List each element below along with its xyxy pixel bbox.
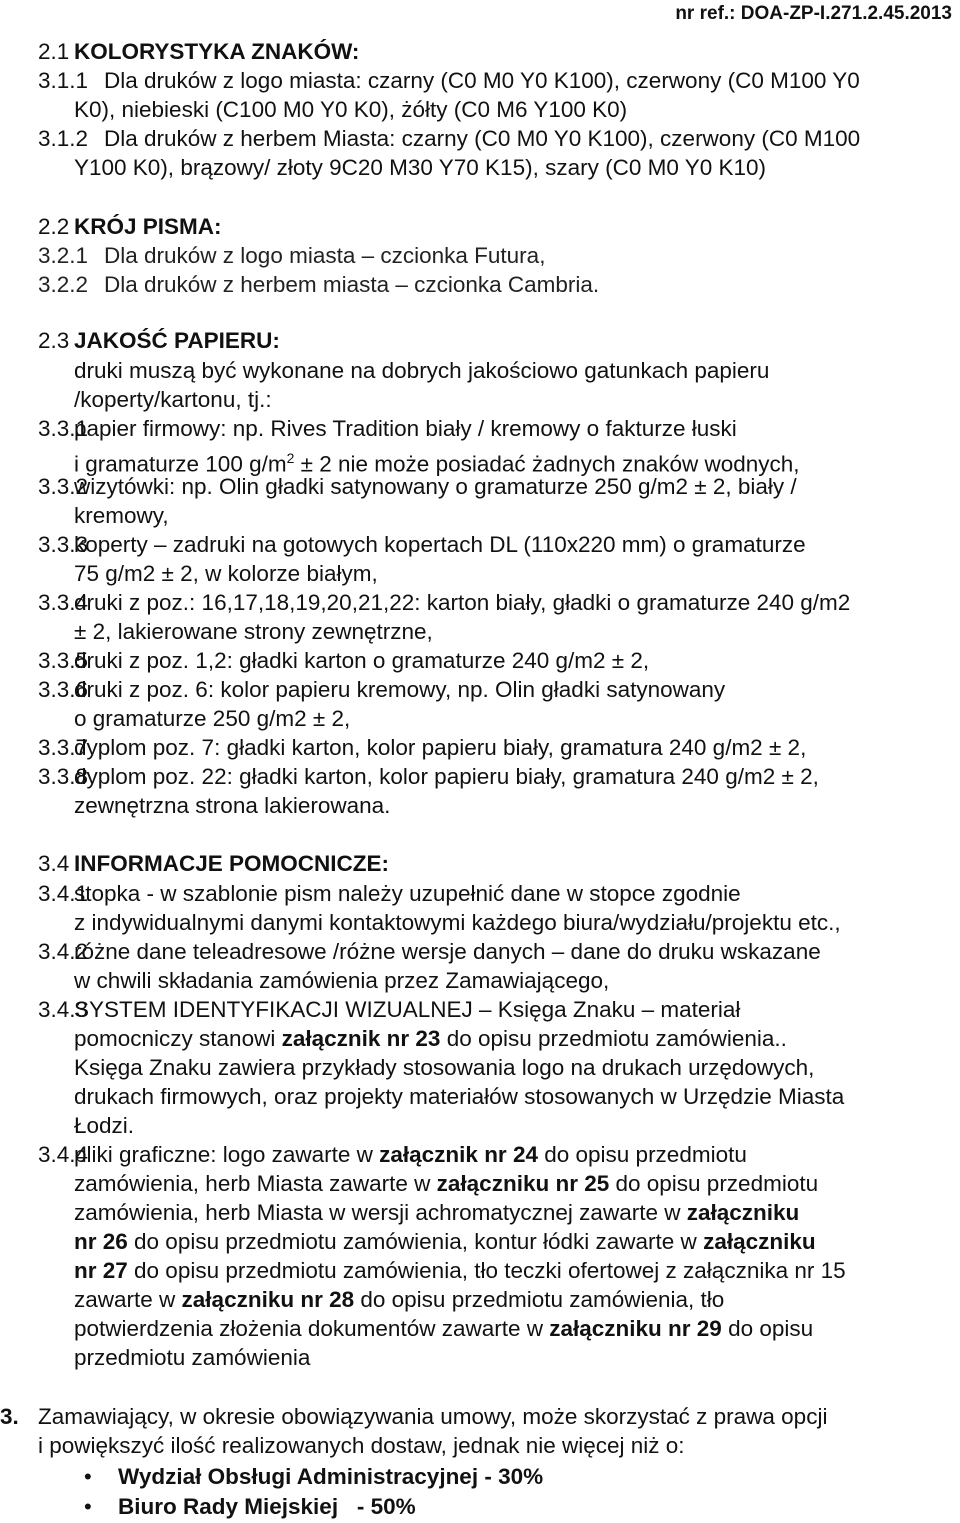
item-number: 3.2.2	[38, 272, 89, 297]
paper-intro-line1: druki muszą być wykonane na dobrych jakościowo gatunkach papieru	[74, 358, 770, 383]
text-part: do opisu przedmiotu zamówienia, kontur łódki zawarte w	[127, 1229, 704, 1254]
item-text: dyplom poz. 7: gładki karton, kolor papieru biały, gramatura 240 g/m2 ± 2,	[74, 735, 807, 760]
section-title: KOLORYSTYKA ZNAKÓW	[74, 39, 352, 64]
item-number: 3.3.3	[38, 532, 89, 557]
colon: :	[351, 39, 360, 64]
item-text-cont: Y100 K0), brązowy/ złoty 9C20 M30 Y70 K15), szary (C0 M0 Y0 K10)	[74, 155, 766, 180]
item-text-cont: drukach firmowych, oraz projekty materiałów stosowanych w Urzędzie Miasta	[74, 1084, 845, 1109]
item-text: Dla druków z logo miasta – czcionka Futura,	[104, 243, 546, 268]
item-text-cont	[74, 1025, 787, 1053]
item-text-cont: w chwili składania zamówienia przez Zamawiającego,	[74, 968, 610, 993]
attachment-ref: załącznik nr 24	[379, 1142, 538, 1167]
item-text-cont: ± 2, lakierowane strony zewnętrzne,	[74, 619, 433, 644]
section-number: 2.1	[38, 39, 70, 64]
item-text-cont	[74, 1228, 816, 1256]
attachment-ref: załącznik nr 23	[281, 1026, 441, 1051]
item-number: 3.1.1	[38, 68, 89, 93]
item-text	[74, 1141, 747, 1169]
item-number: 3.3.2	[38, 474, 89, 499]
text-part: do opisu przedmiotu zamówienia..	[440, 1026, 787, 1051]
item-text-cont: z indywidualnymi danymi kontaktowymi każdego biura/wydziału/projektu etc.,	[74, 910, 841, 935]
text-part: do opisu	[721, 1316, 814, 1341]
item-text-cont	[74, 1170, 818, 1198]
item-text: Dla druków z herbem miasta – czcionka Cambria.	[104, 272, 600, 297]
attachment-ref: załączniku	[703, 1229, 816, 1254]
section-title: KRÓJ PISMA	[74, 214, 215, 239]
text-part: pomocniczy stanowi	[74, 1026, 282, 1051]
item-text: Dla druków z herbem Miasta: czarny (C0 M0 Y0 K100), czerwony (C0 M100	[104, 126, 861, 151]
item-number: 3.3.7	[38, 735, 89, 760]
section-title: INFORMACJE POMOCNICZE:	[74, 851, 389, 876]
section-text: Zamawiający, w okresie obowiązywania umowy, może skorzystać z prawa opcji	[38, 1404, 828, 1429]
attachment-ref: załączniku	[686, 1200, 800, 1225]
item-text: Dla druków z logo miasta: czarny (C0 M0 Y0 K100), czerwony (C0 M100 Y0	[104, 68, 860, 93]
attachment-ref: załączniku nr 29	[549, 1316, 722, 1341]
item-text: stopka - w szablonie pism należy uzupełnić dane w stopce zgodnie	[74, 881, 741, 906]
item-text-cont	[74, 1257, 846, 1285]
item-number: 3.4.1	[38, 881, 89, 906]
item-text-cont	[74, 1315, 813, 1343]
item-text-cont	[74, 1286, 724, 1314]
superscript: 2	[286, 450, 295, 466]
bullet-icon: •	[84, 1464, 92, 1489]
section-title-wrap	[74, 327, 280, 355]
attachment-ref: nr 26	[74, 1229, 128, 1254]
section-title-wrap	[74, 213, 222, 241]
item-text-cont: kremowy,	[74, 503, 169, 528]
attachment-ref: załączniku nr 28	[181, 1287, 355, 1312]
item-number: 3.3.1	[38, 416, 89, 441]
bullet-icon: •	[84, 1494, 92, 1519]
item-text: druki z poz. 6: kolor papieru kremowy, np. Olin gładki satynowany	[74, 677, 726, 702]
item-text-cont: K0), niebieski (C100 M0 Y0 K0), żółty (C0 M6 Y100 K0)	[74, 97, 628, 122]
item-text: różne dane teleadresowe /różne wersje danych – dane do druku wskazane	[74, 939, 821, 964]
item-text-cont: 75 g/m2 ± 2, w kolorze białym,	[74, 561, 378, 586]
item-text-cont: Łodzi.	[74, 1113, 135, 1138]
item-text: SYSTEM IDENTYFIKACJI WIZUALNEJ – Księga Znaku – materiał	[74, 997, 741, 1022]
item-number: 3.2.1	[38, 243, 89, 268]
item-number: 3.4.4	[38, 1142, 89, 1167]
item-text: papier firmowy: np. Rives Tradition biały / kremowy o fakturze łuski	[74, 416, 737, 441]
item-text: druki z poz. 1,2: gładki karton o gramaturze 240 g/m2 ± 2,	[74, 648, 650, 673]
text-part: do opisu przedmiotu zamówienia, tło	[354, 1287, 725, 1312]
item-text-cont: przedmiotu zamówienia	[74, 1345, 311, 1370]
text-part: zamówienia, herb Miasta zawarte w	[74, 1171, 437, 1196]
item-text: wizytówki: np. Olin gładki satynowany o gramaturze 250 g/m2 ± 2, biały /	[74, 474, 797, 499]
section-number: 3.	[0, 1404, 19, 1429]
item-text-cont: o gramaturze 250 g/m2 ± 2,	[74, 706, 351, 731]
bullet-text: Biuro Rady Miejskiej - 50%	[118, 1494, 416, 1519]
section-text-cont: i powiększyć ilość realizowanych dostaw, jednak nie więcej niż o:	[38, 1433, 685, 1458]
colon: :	[214, 214, 222, 239]
item-text: druki z poz.: 16,17,18,19,20,21,22: karton biały, gładki o gramaturze 240 g/m2	[74, 590, 851, 615]
item-number: 3.4.2	[38, 939, 89, 964]
item-text: dyplom poz. 22: gładki karton, kolor papieru biały, gramatura 240 g/m2 ± 2,	[74, 764, 819, 789]
item-number: 3.1.2	[38, 126, 89, 151]
section-number: 2.3	[38, 328, 70, 353]
section-number: 2.2	[38, 214, 70, 239]
item-text-cont	[74, 1199, 799, 1227]
reference-number: nr ref.: DOA-ZP-I.271.2.45.2013	[675, 3, 952, 24]
text-part: do opisu przedmiotu	[537, 1142, 747, 1167]
attachment-ref: załączniku nr 25	[436, 1171, 610, 1196]
colon: :	[272, 328, 280, 353]
item-text: koperty – zadruki na gotowych kopertach DL (110x220 mm) o gramaturze	[74, 532, 806, 557]
item-number: 3.3.6	[38, 677, 89, 702]
text-part: do opisu przedmiotu zamówienia, tło teczki ofertowej z załącznika nr 15	[127, 1258, 846, 1283]
text-part: potwierdzenia złożenia dokumentów zawarte w	[74, 1316, 550, 1341]
bullet-text: Wydział Obsługi Administracyjnej - 30%	[118, 1464, 544, 1489]
item-number: 3.3.8	[38, 764, 89, 789]
paper-intro-line2: /koperty/kartonu, tj.:	[74, 387, 272, 412]
text-part: do opisu przedmiotu	[609, 1171, 819, 1196]
section-title: JAKOŚĆ PAPIERU	[74, 328, 273, 353]
section-title-wrap	[74, 38, 359, 66]
text-part: pliki graficzne: logo zawarte w	[74, 1142, 380, 1167]
text-part: ± 2 nie może posiadać żadnych znaków wodnych,	[294, 451, 800, 477]
item-number: 3.4.3	[38, 997, 89, 1022]
item-number: 3.3.5	[38, 648, 89, 673]
text-part: zawarte w	[74, 1287, 182, 1312]
item-text-cont: Księga Znaku zawiera przykłady stosowania logo na drukach urzędowych,	[74, 1055, 815, 1080]
section-number: 3.4	[38, 851, 70, 876]
item-text-cont: zewnętrzna strona lakierowana.	[74, 793, 391, 818]
item-number: 3.3.4	[38, 590, 89, 615]
attachment-ref: nr 27	[74, 1258, 128, 1283]
text-part: i gramaturze 100 g/m	[74, 451, 287, 477]
text-part: zamówienia, herb Miasta w wersji achromatycznej zawarte w	[74, 1200, 687, 1225]
